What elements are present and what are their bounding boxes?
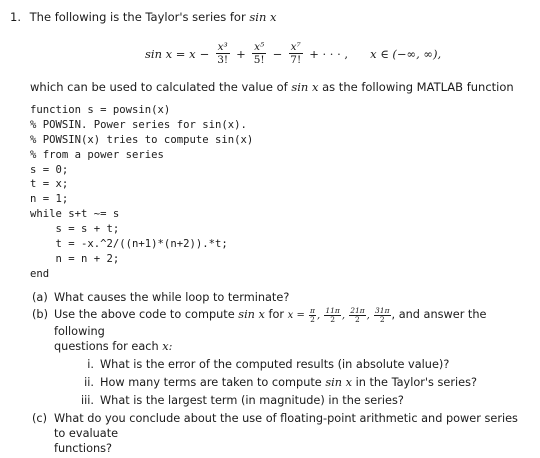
x-value-2-den: 2	[330, 315, 335, 324]
term-2-denominator: 5!	[253, 54, 265, 66]
code-line: function s = powsin(x)	[30, 104, 171, 116]
part-c-label: (c)	[32, 412, 48, 425]
taylor-formula	[145, 36, 441, 72]
formula-tail: + · · · ,	[309, 47, 349, 61]
term-1-denominator: 3!	[217, 54, 229, 66]
code-line: end	[30, 267, 50, 280]
x-value-3	[349, 307, 365, 324]
part-a-text: What causes the while loop to terminate?	[54, 291, 290, 304]
formula-minus-1: −	[199, 47, 210, 61]
description-before: which can be used to calculated the value of	[30, 80, 288, 94]
code-line: t = x;	[30, 178, 69, 191]
x-equals: x =	[287, 310, 305, 321]
x-value-1-num: π	[310, 306, 315, 315]
formula-minus-2: −	[272, 47, 283, 61]
term-2-numerator: x⁵	[254, 41, 265, 53]
term-1-numerator: x³	[217, 41, 228, 53]
part-a	[32, 290, 532, 305]
matlab-code-block	[30, 103, 253, 282]
code-line: t = -x.^2/((n+1)*(n+2)).*t;	[30, 238, 228, 251]
x-value-1-den: 2	[310, 315, 315, 324]
formula-plus-1: +	[236, 47, 246, 61]
question-number: 1.	[10, 10, 21, 24]
part-c	[32, 411, 532, 456]
formula-term-2	[252, 41, 267, 67]
part-b-subparts	[76, 357, 532, 408]
part-b-line-2-math: x:	[162, 340, 173, 353]
question-intro-math: sin x	[249, 10, 277, 24]
subpart-iii	[76, 393, 532, 408]
x-value-2	[324, 307, 340, 324]
question-header	[10, 10, 277, 24]
subpart-iii-text: What is the largest term (in magnitude) in the series?	[100, 394, 404, 407]
part-c-line-2: functions?	[54, 442, 113, 455]
formula-term-1	[215, 41, 230, 67]
part-b-label: (b)	[32, 308, 48, 321]
subpart-ii	[76, 375, 532, 390]
code-line: % POWSIN. Power series for sin(x).	[30, 118, 247, 131]
term-3-numerator: x⁷	[290, 41, 301, 53]
part-b-for: for	[268, 308, 285, 321]
code-line: s = s + t;	[30, 223, 120, 236]
x-value-4-num: 31π	[375, 306, 390, 315]
code-line: % from a power series	[30, 148, 164, 161]
part-b	[32, 307, 532, 408]
code-line: s = 0;	[30, 163, 69, 176]
code-line: n = n + 2;	[30, 252, 120, 265]
x-value-4-den: 2	[379, 315, 385, 324]
subpart-ii-text-after: in the Taylor's series?	[355, 376, 477, 389]
subpart-i	[76, 357, 532, 372]
formula-lhs: sin x = x	[145, 47, 196, 61]
description-after: as the following MATLAB function	[322, 80, 514, 94]
x-value-3-num: 21π	[350, 306, 365, 315]
x-value-3-den: 2	[355, 315, 360, 324]
description-math: sin x	[291, 80, 319, 94]
subpart-ii-label: ii.	[84, 376, 94, 389]
part-b-math: sin x	[238, 308, 265, 321]
question-intro: The following is the Taylor's series for	[29, 10, 246, 24]
formula-term-3	[288, 41, 303, 67]
part-b-line-2	[54, 339, 532, 354]
subpart-i-label: i.	[87, 358, 94, 371]
subpart-ii-math: sin x	[325, 376, 352, 389]
subpart-iii-label: iii.	[80, 394, 94, 407]
part-c-line-1: What do you conclude about the use of floating-point arithmetic and power series to evaluate	[54, 412, 518, 440]
subpart-ii-text-before: How many terms are taken to compute	[100, 376, 322, 389]
part-a-label: (a)	[32, 291, 48, 304]
part-b-text-before: Use the above code to compute	[54, 308, 235, 321]
x-value-2-num: 11π	[325, 306, 340, 315]
code-line: while s+t ~= s	[30, 208, 120, 221]
part-b-text-after: , and answer the following	[54, 308, 487, 338]
part-b-line-2-text: questions for each	[54, 340, 159, 353]
term-3-denominator: 7!	[290, 54, 302, 66]
x-value-1	[309, 307, 316, 324]
part-b-line-1	[54, 307, 532, 339]
question-parts	[32, 290, 532, 458]
code-line: % POWSIN(x) tries to compute sin(x)	[30, 133, 254, 146]
x-value-4	[374, 307, 390, 324]
code-line: n = 1;	[30, 193, 69, 206]
formula-domain: x ∈ (−∞, ∞),	[370, 47, 442, 61]
subpart-i-text: What is the error of the computed results (in absolute value)?	[100, 358, 450, 371]
x-values-list: x = $\frac{\pi}{2}$ , $\frac{11\pi}{2}$ , $\frac{21\pi}{2}$ , $\frac{31\pi}{2}$	[287, 306, 390, 324]
description-line	[30, 80, 514, 94]
